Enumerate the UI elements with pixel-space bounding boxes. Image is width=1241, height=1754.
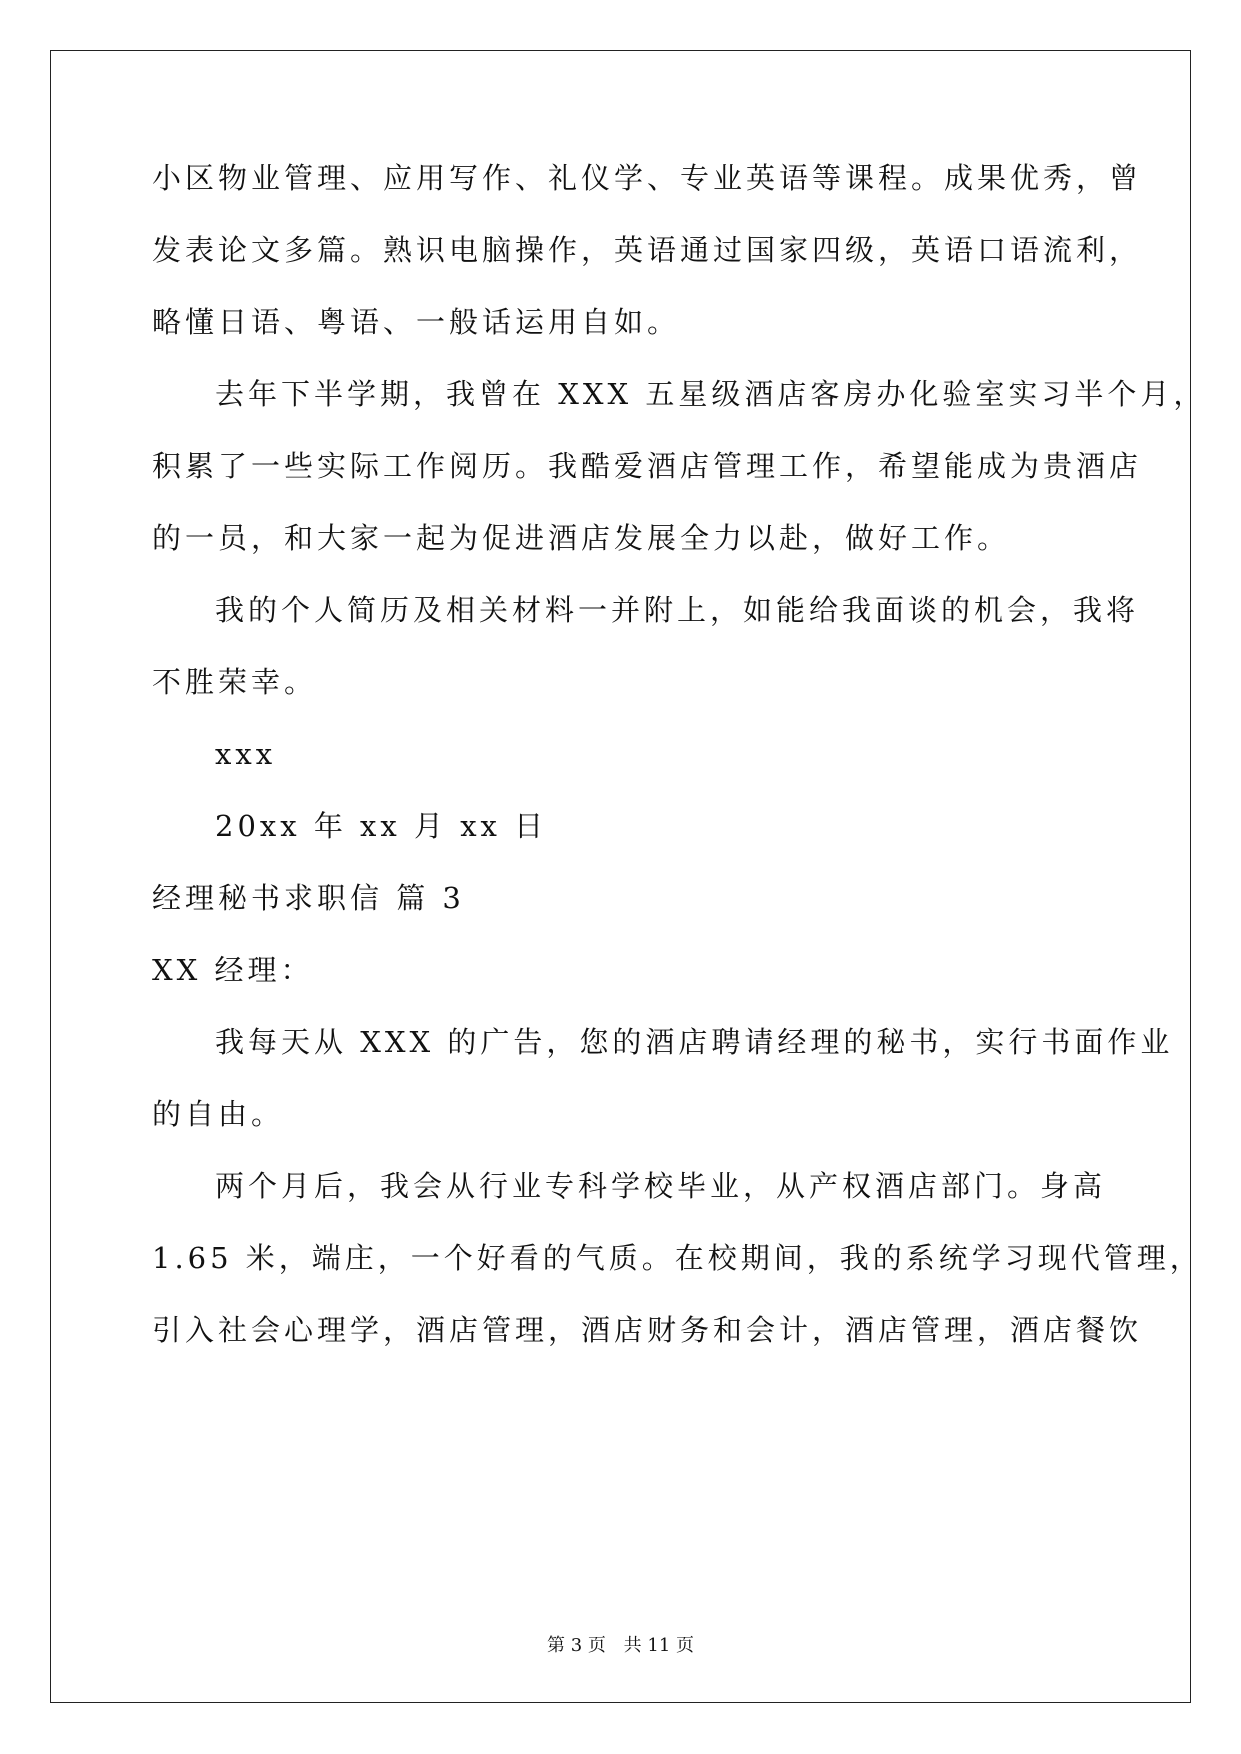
body-paragraph-start: 两个月后，我会从行业专科学校毕业，从产权酒店部门。身高 — [215, 1169, 1107, 1203]
body-line: 小区物业管理、应用写作、礼仪学、专业英语等课程。成果优秀，曾 — [152, 161, 1143, 195]
body-line: 引入社会心理学，酒店管理，酒店财务和会计，酒店管理，酒店餐饮 — [152, 1313, 1143, 1347]
body-paragraph-start: 去年下半学期，我曾在 XXX 五星级酒店客房办化验室实习半个月， — [215, 377, 1207, 411]
page-border — [50, 50, 1191, 1703]
page-number-current: 第 3 页 — [547, 1635, 606, 1656]
body-line: 1.65 米，端庄，一个好看的气质。在校期间，我的系统学习现代管理， — [152, 1241, 1203, 1275]
signature-date: 20xx 年 xx 月 xx 日 — [215, 809, 548, 843]
body-line: 积累了一些实际工作阅历。我酷爱酒店管理工作，希望能成为贵酒店 — [152, 449, 1143, 483]
section-heading: 经理秘书求职信 篇 3 — [152, 881, 465, 915]
body-line: 的自由。 — [152, 1097, 285, 1131]
body-line: 不胜荣幸。 — [152, 665, 318, 699]
signature-name: xxx — [215, 737, 277, 771]
body-line: 略懂日语、粤语、一般话运用自如。 — [152, 305, 681, 339]
page-number-total: 共 11 页 — [623, 1635, 694, 1656]
salutation: XX 经理： — [152, 953, 314, 987]
page-footer — [0, 1631, 1241, 1657]
body-line: 的一员，和大家一起为促进酒店发展全力以赴，做好工作。 — [152, 521, 1011, 555]
body-paragraph-start: 我每天从 XXX 的广告，您的酒店聘请经理的秘书，实行书面作业 — [215, 1025, 1174, 1059]
body-line: 发表论文多篇。熟识电脑操作，英语通过国家四级，英语口语流利， — [152, 233, 1143, 267]
body-paragraph-start: 我的个人简历及相关材料一并附上，如能给我面谈的机会，我将 — [215, 593, 1140, 627]
